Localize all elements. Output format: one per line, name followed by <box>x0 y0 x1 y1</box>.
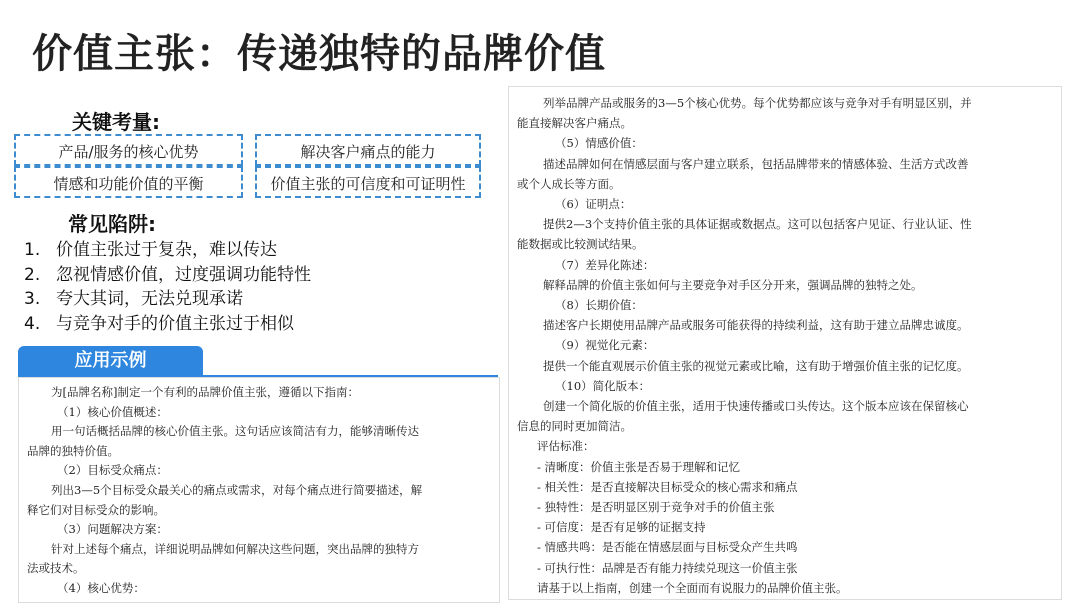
consideration-item: 价值主张的可信度和可证明性 <box>270 175 466 193</box>
document-line: 请基于以上指南，创建一个全面而有说服力的品牌价值主张。 <box>537 580 848 595</box>
list-number: 2. <box>24 264 41 285</box>
list-text: 夸大其词，无法兑现承诺 <box>56 289 243 309</box>
document-line: - 清晰度：价值主张是否易于理解和记忆 <box>537 459 741 474</box>
document-line: （9）视觉化元素： <box>555 338 655 353</box>
list-number: 3. <box>24 289 41 309</box>
document-line: （7）差异化陈述： <box>555 257 655 272</box>
document-line: 为[品牌名称]制定一个有利的品牌价值主张，遵循以下指南： <box>51 385 359 399</box>
document-line: 针对上述每个痛点，详细说明品牌如何解决这些问题，突出品牌的独特方 <box>51 541 419 556</box>
pitfalls-heading: 常见陷阱: <box>68 212 156 236</box>
document-line: （4）核心优势： <box>57 581 145 595</box>
page-title: 价值主张：传递独特的品牌价值 <box>32 31 606 77</box>
document-line: 能直接解决客户痛点。 <box>517 116 632 131</box>
document-line: 法或技术。 <box>27 561 85 576</box>
document-line: - 可执行性：品牌是否有能力持续兑现这一价值主张 <box>537 560 798 575</box>
document-line: 列举品牌产品或服务的3—5个核心优势。每个优势都应该与竞争对手有明显区别，并 <box>543 96 972 110</box>
document-line: （1）核心价值概述： <box>57 404 168 419</box>
document-line: 提供一个能直观展示价值主张的视觉元素或比喻，这有助于增强价值主张的记忆度。 <box>543 358 969 373</box>
document-line: - 相关性：是否直接解决目标受众的核心需求和痛点 <box>537 479 798 494</box>
document-line: （8）长期价值： <box>555 298 643 312</box>
list-text: 与竞争对手的价值主张过于相似 <box>56 313 294 334</box>
document-line: 评估标准： <box>537 439 595 454</box>
document-line: 列出3—5个目标受众最关心的痛点或需求，对每个痛点进行简要描述，解 <box>51 483 423 497</box>
list-number: 4. <box>24 313 41 334</box>
document-line: （6）证明点： <box>555 197 632 211</box>
list-item <box>24 263 311 288</box>
document-line: 解释品牌的价值主张如何与主要竞争对手区分开来，强调品牌的独特之处。 <box>543 277 923 292</box>
list-item <box>24 312 311 337</box>
list-text: 价值主张过于复杂，难以传达 <box>56 240 277 260</box>
document-line: - 独特性：是否明显区别于竞争对手的价值主张 <box>537 500 775 514</box>
pitfalls-list <box>24 238 311 336</box>
document-line: 信息的同时更加简洁。 <box>517 419 632 434</box>
document-line: 描述品牌如何在情感层面与客户建立联系，包括品牌带来的情感体验、生活方式改善 <box>543 156 969 171</box>
document-line: 品牌的独特价值。 <box>27 443 119 458</box>
document-line: 释它们对目标受众的影响。 <box>27 502 165 517</box>
document-line: 描述客户长期使用品牌产品或服务可能获得的持续利益，这有助于建立品牌忠诚度。 <box>543 318 969 333</box>
document-line: 用一句话概括品牌的核心价值主张。这句话应该简洁有力，能够清晰传达 <box>51 424 419 439</box>
example-tab: 应用示例 <box>18 346 203 376</box>
document-line: - 情感共鸣：是否能在情感层面与目标受众产生共鸣 <box>537 540 798 555</box>
document-line: （3）问题解决方案： <box>57 522 168 537</box>
consideration-item: 产品/服务的核心优势 <box>58 143 199 161</box>
document-line: 提供2—3个支持价值主张的具体证据或数据点。这可以包括客户见证、行业认证、性 <box>543 217 972 232</box>
list-item <box>24 287 311 312</box>
consideration-item: 情感和功能价值的平衡 <box>53 175 204 193</box>
key-considerations-heading: 关键考量: <box>72 110 160 134</box>
document-line: （10）简化版本： <box>555 378 651 393</box>
document-line: 或个人成长等方面。 <box>517 176 621 191</box>
document-line: （2）目标受众痛点： <box>57 463 168 478</box>
document-line: 创建一个简化版的价值主张，适用于快速传播或口头传达。这个版本应该在保留核心 <box>543 399 969 413</box>
list-number: 1. <box>24 240 41 260</box>
list-text: 忽视情感价值，过度强调功能特性 <box>56 264 311 285</box>
document-line: - 可信度：是否有足够的证据支持 <box>537 520 706 535</box>
document-line: （5）情感价值： <box>555 136 643 151</box>
example-document-right <box>508 86 1062 600</box>
example-document-left <box>18 377 500 603</box>
list-item <box>24 238 311 263</box>
consideration-item: 解决客户痛点的能力 <box>300 143 436 161</box>
document-line: 能数据或比较测试结果。 <box>517 237 644 252</box>
